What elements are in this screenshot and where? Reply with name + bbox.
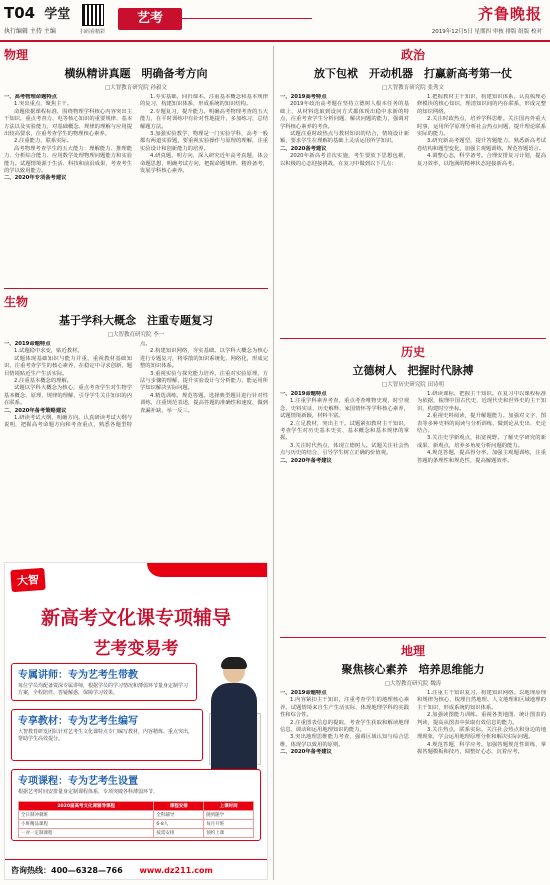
feature-text: 大智教育研发团队针对艺考生文化课特点专门编写教材，内容精炼、重点突出，帮助学生高效提分。: [18, 729, 194, 742]
paragraph-heading: 一、2019命题特点: [4, 341, 51, 347]
paragraph: 2.加强读图能力训练。重视各类地图、统计图表的判读，提高从图表中获取有效信息的能力。: [417, 712, 546, 726]
paragraph-heading: 二、2020年备考策略建议: [4, 407, 67, 414]
page-header: [0, 0, 550, 42]
article-headline: 聚焦核心素养 培养思维能力: [341, 663, 485, 676]
paragraph: 试题体现基础知识与能力并重，重视教材基础知识，注重考查学生的核心素养，在稳定中寻求创新，题目情境贴近生产生活实际。: [4, 355, 132, 377]
subject-label: 地理: [400, 644, 425, 658]
history-article: [280, 343, 546, 633]
paragraph: 3.关注史学新观点，拓宽视野。了解史学研究的新成果、新观点，培养多角度分析问题的能力。: [417, 435, 546, 449]
feature-title: 专享教材：专为艺考生编写: [18, 716, 138, 727]
article-body: [280, 690, 546, 885]
paragraph: 试题注重时政热点与教材知识的结合，情境设计新颖，要求学生在理解的基础上灵活运用所学知识。: [280, 131, 409, 145]
paragraph: 3.重视实验与探究能力培养。注重对实验原理、方法与步骤的理解，提升实验设计与分析能力，能运用所学知识解决实际问题。: [140, 370, 268, 392]
table-cell: 预约上课: [204, 829, 254, 838]
paragraph: 4.精选训练，规范答题。选择典型题目进行针对性训练，注重规范表述，提高答题的准确性和速度，做到查漏补缺、举一反三。: [140, 392, 268, 414]
paragraph: 命题依据课程标准，围绕物理学科核心内容突出主干知识，重点考查力、电等核心知识的重要规律、基本方法以及实验能力，对基础概念、规律的理解与应用提出较高要求，注重考查学生的物理核心素养。: [4, 108, 132, 138]
issue-info: 2019年12月5日 星期四 审核 排版 组版 校对: [431, 29, 542, 35]
photo-hair: [221, 657, 247, 669]
article-byline: □大智教育研究院 魏涛: [384, 681, 442, 687]
ad-brand-logo: 大智: [10, 568, 45, 592]
biology-article: [4, 293, 268, 577]
paragraph: 2.立足教材，突出主干。试题紧扣教材主干知识，考查学生对历史基本史实、基本概念和基本规律的掌握。: [280, 420, 409, 442]
geography-article: [280, 642, 546, 885]
paragraph: 1.注重学科素养考查，重点考查唯物史观、时空观念、史料实证、历史解释、家国情怀等学科核心素养，试题情境新颖，材料丰富。: [280, 398, 409, 420]
table-cell: 全日制冲刺班: [19, 811, 154, 820]
header-rule: [182, 18, 312, 19]
table-cell: 每月开班: [204, 820, 254, 829]
article-body: [4, 341, 268, 577]
paragraph: 1.把握教材主干知识，构建知识体系。认真梳理必修模块的核心知识，理清知识间的内在联系，形成完整的知识网络。: [417, 94, 546, 115]
page-label: [4, 3, 70, 22]
article-headline: 放下包袱 开动机器 打赢新高考第一仗: [314, 67, 512, 80]
table-cell: 按需安排: [154, 829, 204, 838]
table-cell: 一对一定制课程: [19, 829, 154, 838]
article-headline: 基于学科大概念 注重专题复习: [59, 314, 213, 327]
editors-line: 执行编辑 主持 主编: [4, 28, 56, 35]
paragraph-heading: 二、2020年专项备考建议: [4, 175, 67, 182]
website-link[interactable]: www.dz211.com: [139, 866, 213, 875]
paragraph: 2.注重能力，联系实际。: [14, 138, 73, 145]
article-byline: □大智教育研究院 李一: [107, 332, 165, 338]
page-number: T04: [4, 4, 36, 22]
paragraph-heading: 二、2020年备考建议: [280, 749, 332, 756]
subject-label: 历史: [400, 345, 425, 359]
teacher-photo: [205, 659, 263, 769]
table-row: [19, 811, 254, 820]
course-table: [18, 801, 254, 838]
paragraph: 3.关注时代热点，体现立德树人。试题关注社会热点与历史的结合，引导学生树立正确的价值观。: [280, 442, 409, 457]
feature-title: 专项课程：专为艺考生设置: [18, 776, 138, 787]
paragraph: 4.研真题，明方向，深入研究近年高考真题，体会命题思想，明确考试方向，把握命题规律，精准备考，发展学科核心素养。: [140, 153, 268, 175]
paragraph: 2.注重基本概念的理解。: [14, 378, 73, 385]
paragraph: 2020年新高考首次实施，考生要放下思想包袱，以积极的心态迎接挑战，在复习中做到以下几点：: [280, 153, 409, 167]
article-headline: 横纵精讲真题 明确备考方向: [64, 67, 208, 80]
table-row: [19, 820, 254, 829]
newspaper-logo: 齐鲁晚报: [477, 5, 542, 23]
ad-top: [5, 563, 267, 599]
paragraph: 4.调整心态，科学备考。合理安排复习计划，提高复习效率，以饱满的精神状态迎接新高考。: [417, 153, 546, 167]
paragraph-heading: 一、高考物理命题特点: [4, 94, 57, 100]
paragraph: 高考物理考查学生的五大能力：理解能力、推理能力、分析综合能力、应用数学处理物理问题能力和实验能力。试题情境源于生活、科技和前沿成果，考查考生的学以致用能力。: [4, 145, 132, 175]
table-header-cell: 2020届高考文化课辅导课程: [19, 802, 154, 811]
section-tag: 艺考: [118, 8, 182, 30]
section-rule: [280, 338, 546, 339]
table-header-cell: 课程安排: [154, 802, 204, 811]
tutoring-advertisement[interactable]: [4, 562, 268, 880]
paragraph-heading: 二、2020年备考建议: [280, 457, 332, 464]
paragraph-heading: 二、2020备考建议: [280, 145, 327, 152]
paragraph: 3.研究新高考题型，提升答题能力。熟悉新高考试卷结构和题型变化，加强主观题训练，规范答题语言。: [417, 138, 546, 152]
paragraph-heading: 一、2019命题特点: [280, 391, 327, 397]
table-row: [19, 829, 254, 838]
paragraph: 2.重视史料阅读，提升解题能力。加强对文字、图表等多种史料的阅读与分析训练，做到论从史出、史论结合。: [417, 413, 546, 435]
paragraph: 试题以学科大概念为核心，重点考查学生对生物学基本概念、原理、规律的理解，引导学生关注知识的内在联系。: [4, 385, 132, 407]
ad-contact-bar[interactable]: [5, 859, 267, 879]
article-byline: □大智教育研究院 孙毅文: [105, 85, 167, 91]
ad-feature-teacher: [11, 663, 197, 701]
ad-feature-textbook: [11, 709, 203, 761]
politics-article: [280, 46, 546, 334]
paragraph: 3.关注热点，联系实际。关注社会热点和身边的地理现象，学会运用地理原理分析和解决实际问题。: [417, 727, 546, 741]
column-divider: [273, 46, 274, 880]
paragraph: 1.注重主干知识复习，构建知识网络。以地理原理和规律为核心，梳理自然地理、人文地理和区域地理的主干知识，形成系统的知识体系。: [417, 690, 546, 711]
article-body: [280, 391, 546, 633]
article-body: [280, 94, 546, 334]
section-name: 学堂: [44, 7, 71, 22]
hotline-text[interactable]: 咨询热线：400—6328—766: [11, 866, 123, 875]
subject-label: 生物: [4, 295, 29, 309]
physics-article: [4, 46, 268, 284]
paragraph: 4.规范答题，提高得分率。加强主观题训练，注重答题的条理性和规范性，提高解题效率。: [417, 450, 546, 464]
ad-title: 新高考文化课专项辅导: [40, 607, 231, 629]
table-cell: 全科辅导: [154, 811, 204, 820]
paragraph: 2.专题复习，提升能力。明确高考物理考查的五大能力，在平时训练中有针对性地提升，多加练习，总结解题方法。: [140, 108, 268, 130]
ad-subtitle: 艺考变易考: [93, 639, 179, 659]
article-byline: □大智教育研究院 张秀文: [382, 85, 444, 91]
paragraph: 1.夯实基础，回归课本。注重基本概念和基本规律的复习，构建知识体系，形成系统的知识结构。: [140, 94, 268, 108]
paragraph: 2.注重图表信息的提取，考查学生获取和解读地理信息、调动和运用地理知识的能力。: [280, 719, 409, 734]
paragraph: 1.研读考试大纲，明确方向。认真研读考试大纲与说明，把握高考命题方向和考查重点，熟悉各题型特点。: [4, 341, 151, 429]
paragraph: 2.关注时政热点，培养学科思维。关注国内外重大时事，运用所学原理分析社会热点问题，提升理论联系实际的能力。: [417, 116, 546, 138]
section-rule: [4, 288, 268, 289]
ad-decoration: [147, 563, 267, 577]
paragraph: 4.规范答题，科学应考。加强答题规范性训练，掌握答题模板和技巧，调整好心态，沉着应考。: [417, 741, 546, 756]
table-header-row: [19, 802, 254, 811]
feature-title: 专属讲师：专为艺考生带教: [18, 670, 138, 681]
subject-label: 政治: [400, 48, 425, 62]
article-byline: □大智历史研究院 田诗明: [382, 382, 444, 388]
subject-label: 物理: [4, 48, 29, 62]
article-body: [4, 94, 268, 284]
qr-caption: 扫码看精彩: [80, 29, 106, 35]
right-column: [280, 46, 546, 885]
paragraph: 3.加强实验教学，物理是一门实验学科，高考一般都有两道实验题，要重视实验操作与原理的理解，注重实验设计和创新能力的培养。: [140, 131, 268, 152]
left-column: [4, 46, 268, 581]
qr-code-icon[interactable]: [82, 4, 104, 26]
paragraph: 1.突出重点，聚焦主干。: [14, 101, 73, 108]
table-cell: 6-8人: [154, 820, 204, 829]
feature-text: 根据艺考时间安排量身定制课程体系，专项突破各科薄弱环节。: [18, 789, 159, 795]
paragraph: 1.试题稳中求变，贴近教材。: [14, 348, 83, 355]
section-rule: [280, 637, 546, 638]
paragraph: 3.突出地理思维能力考查，强调区域认知与综合思维，体现学以致用的原则。: [280, 734, 409, 748]
paragraph-heading: 一、2019高考特点: [280, 94, 327, 100]
paragraph: 2.构建知识网络，夯实基础。以学科大概念为核心进行专题复习，将零散的知识系统化、网络化，形成完整的知识体系。: [140, 348, 268, 370]
feature-text: 每位学员均配备资深专属讲师，根据学员的学习情况和薄弱环节量身定制学习方案，全程陪伴、答疑解惑，保障学习效果。: [18, 683, 189, 696]
table-header-cell: 上课时间: [204, 802, 254, 811]
photo-body: [211, 683, 257, 769]
paragraph: 1.研读课标，把握主干知识。在复习中以课程标准为依据，梳理中国古代史、近现代史和世界史的主干知识，构建时空坐标。: [417, 391, 546, 412]
article-headline: 立德树人 把握时代脉搏: [352, 364, 474, 377]
ad-feature-course: [11, 769, 261, 841]
paragraph: 2019年政治高考题在坚持立德树人根本任务的基础上，从材料选取到设问方式都体现出稳中求新的特点，注重考查学生分析问题、解决问题的能力，强调对学科核心素养的考查。: [280, 101, 409, 130]
paragraph-heading: 一、2019命题特点: [280, 690, 327, 696]
table-cell: 随到随学: [204, 811, 254, 820]
paragraph: 1.内容紧扣主干知识，注重考查学生的地理核心素养。试题情境来自生产生活实际，体现地理学科的实践性和综合性。: [280, 697, 409, 719]
table-cell: 小班精品课程: [19, 820, 154, 829]
